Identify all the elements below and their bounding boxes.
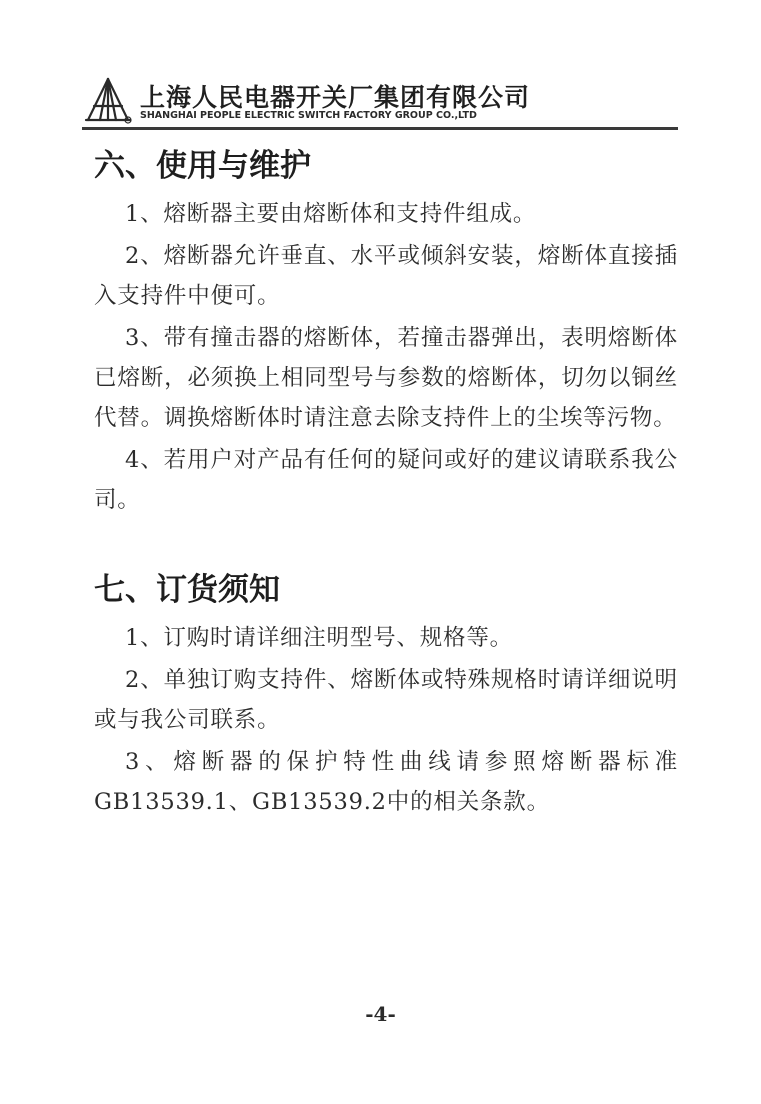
- usage-paragraph: 1、熔断器主要由熔断体和支持件组成。: [125, 201, 537, 227]
- page-number: -4-: [365, 1002, 396, 1026]
- usage-paragraph: 2、熔断器允许垂直、水平或倾斜安装，熔断体直接插入支持件中便可。: [94, 243, 678, 309]
- page-header: [82, 70, 678, 130]
- header-divider: [82, 127, 678, 130]
- usage-paragraph: 4、若用户对产品有任何的疑问或好的建议请联系我公司。: [94, 447, 678, 513]
- company-logo-icon: [82, 76, 134, 124]
- company-name-cn: 上海人民电器开关厂集团有限公司: [140, 83, 531, 112]
- main-content: [94, 140, 678, 822]
- company-name-en: SHANGHAI PEOPLE ELECTRIC SWITCH FACTORY GROUP CO.,LTD: [140, 110, 477, 121]
- section-title-usage-maintenance: 六、使用与维护: [94, 148, 311, 184]
- section-title-ordering: 七、订货须知: [94, 572, 280, 608]
- ordering-paragraph: 3、熔断器的保护特性曲线请参照熔断器标准GB13539.1、GB13539.2中的相关条款。: [94, 749, 678, 815]
- ordering-paragraph: 1、订购时请详细注明型号、规格等。: [125, 625, 513, 651]
- usage-paragraph: 3、带有撞击器的熔断体，若撞击器弹出，表明熔断体已熔断，必须换上相同型号与参数的熔断体，切勿以铜丝代替。调换熔断体时请注意去除支持件上的尘埃等污物。: [94, 325, 678, 431]
- ordering-paragraph: 2、单独订购支持件、熔断体或特殊规格时请详细说明或与我公司联系。: [94, 667, 678, 733]
